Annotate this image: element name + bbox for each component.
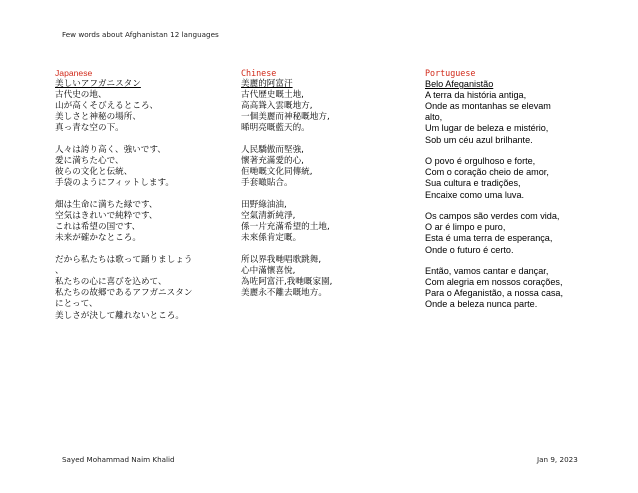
poem-line: Onde as montanhas se elevam bbox=[425, 101, 551, 112]
language-title-portuguese: Portuguese bbox=[425, 68, 476, 78]
column-chinese bbox=[241, 68, 401, 310]
poem-line: にとって、 bbox=[55, 299, 98, 310]
poem-line: 私たちの心に喜びを込めて、 bbox=[55, 277, 167, 288]
poem-line: Para o Afeganistão, a nossa casa, bbox=[425, 288, 564, 299]
poem-line: 古代歷史嘅土地, bbox=[241, 90, 304, 101]
poem-line: 手袋のようにフィットします。 bbox=[55, 178, 174, 189]
language-title-japanese: Japanese bbox=[55, 68, 93, 78]
stanza bbox=[241, 255, 401, 299]
poem-line: O povo é orgulhoso e forte, bbox=[425, 156, 536, 167]
page-header: Few words about Afghanistan 12 languages bbox=[62, 30, 219, 39]
poem-line: Então, vamos cantar e dançar, bbox=[425, 266, 549, 277]
language-title-chinese: Chinese bbox=[241, 68, 277, 78]
stanza bbox=[55, 255, 225, 322]
column-portuguese bbox=[425, 68, 615, 321]
poem-line: 畑は生命に満ちた緑です、 bbox=[55, 200, 158, 211]
poem-line: 佢哋嘅文化同傳統, bbox=[241, 167, 313, 178]
poem-line: 人々は誇り高く、強いです、 bbox=[55, 145, 166, 156]
stanza bbox=[241, 145, 401, 189]
poem-line: 空氣清新純淨, bbox=[241, 211, 296, 222]
poem-line: 美しさと神秘の場所、 bbox=[55, 112, 141, 123]
poem-line: 愛に満ちた心で、 bbox=[55, 156, 124, 167]
poem-line: 古代史の地、 bbox=[55, 90, 107, 101]
poem-line: 晞明亮嘅藍天的。 bbox=[241, 123, 310, 134]
poem-line: Onde o futuro é certo. bbox=[425, 244, 514, 255]
poem-line: 所以界我哋唱歌跳舞, bbox=[241, 255, 322, 266]
stanza bbox=[241, 90, 401, 134]
poem-line: Os campos são verdes com vida, bbox=[425, 211, 560, 222]
poem-line: 未来が確かなところ。 bbox=[55, 233, 141, 244]
poem-line: Esta é uma terra de esperança, bbox=[425, 233, 553, 244]
poem-line: 人民驕傲而堅強, bbox=[241, 145, 304, 156]
poem-line: A terra da história antiga, bbox=[425, 90, 527, 101]
poem-line: 美麗永不離去嘅地方。 bbox=[241, 288, 327, 299]
poem-line: Sob um céu azul brilhante. bbox=[425, 134, 533, 145]
poem-line: Encaixe como uma luva. bbox=[425, 189, 525, 200]
poem-line: これは希望の国です、 bbox=[55, 222, 141, 233]
poem-line: alto, bbox=[425, 112, 443, 123]
poem-heading-chinese: 美麗的阿富汗 bbox=[241, 79, 293, 90]
poem-line: Sua cultura e tradições, bbox=[425, 178, 521, 189]
poem-line: Com alegria em nossos corações, bbox=[425, 277, 563, 288]
poem-line: Um lugar de beleza e mistério, bbox=[425, 123, 549, 134]
poem-line: 真っ青な空の下。 bbox=[55, 123, 124, 134]
poem-line: 田野綠油油, bbox=[241, 200, 287, 211]
stanzas-chinese bbox=[241, 90, 401, 299]
stanza bbox=[241, 200, 401, 244]
poem-line: 為咗阿富汗,我哋嘅家園, bbox=[241, 277, 333, 288]
stanza bbox=[425, 90, 615, 145]
poem-line: 私たちの故郷であるアフガニスタン bbox=[55, 288, 193, 299]
poem-line: O ar é limpo e puro, bbox=[425, 222, 506, 233]
column-japanese bbox=[55, 68, 225, 332]
poem-heading-portuguese: Belo Afeganistão bbox=[425, 79, 494, 90]
poem-line: 一個美麗而神秘嘅地方, bbox=[241, 112, 330, 123]
poem-line: 懷著充滿愛的心, bbox=[241, 156, 304, 167]
poem-line: だから私たちは歌って踊りましょう bbox=[55, 255, 193, 266]
stanza bbox=[55, 90, 225, 134]
stanza bbox=[425, 266, 615, 310]
stanzas-portuguese bbox=[425, 90, 615, 310]
poem-line: 係一片充滿希望的土地, bbox=[241, 222, 330, 233]
footer-author: Sayed Mohammad Naim Khalid bbox=[62, 455, 175, 464]
stanza bbox=[55, 145, 225, 189]
stanzas-japanese bbox=[55, 90, 225, 321]
poem-line: 心中滿懷喜悅, bbox=[241, 266, 296, 277]
footer-date: Jan 9, 2023 bbox=[537, 455, 578, 464]
poem-line: 山が高くそびえるところ、 bbox=[55, 101, 159, 112]
poem-line: 高高聳入雲嘅地方, bbox=[241, 101, 313, 112]
poem-line: 手套噉貼合。 bbox=[241, 178, 293, 189]
poem-line: Com o coração cheio de amor, bbox=[425, 167, 549, 178]
poem-line: 美しさが決して離れないところ。 bbox=[55, 310, 184, 321]
poem-line: 彼らの文化と伝統、 bbox=[55, 167, 133, 178]
poem-heading-japanese: 美しいアフガニスタン bbox=[55, 79, 141, 90]
stanza bbox=[425, 211, 615, 255]
poem-line: 空気はきれいで純粋です、 bbox=[55, 211, 158, 222]
poem-line: 未來係肯定嘅。 bbox=[241, 233, 302, 244]
poem-line: Onde a beleza nunca parte. bbox=[425, 299, 538, 310]
poem-line: 、 bbox=[55, 266, 64, 277]
stanza bbox=[425, 156, 615, 200]
stanza bbox=[55, 200, 225, 244]
